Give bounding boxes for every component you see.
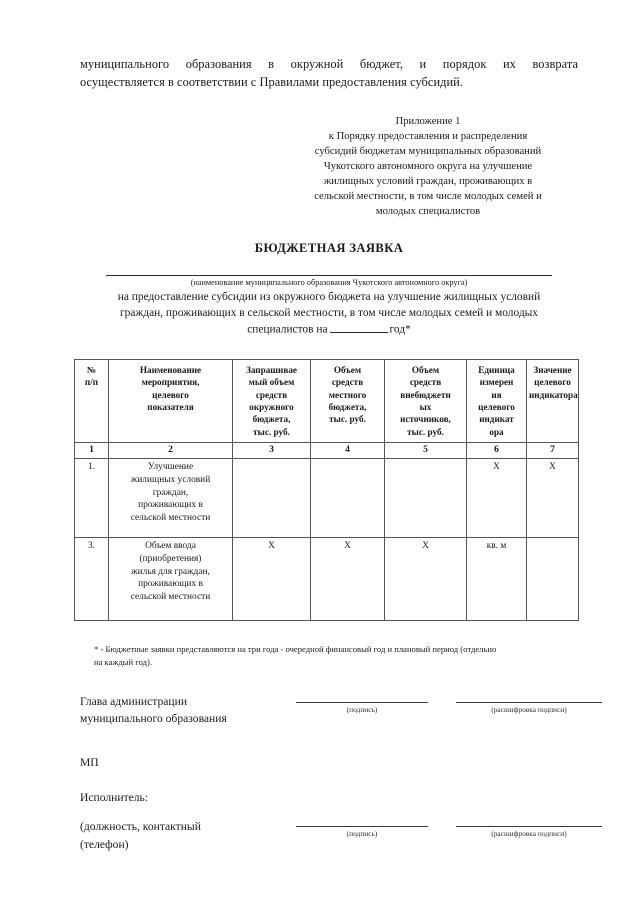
budget-request-table bbox=[74, 359, 579, 621]
performer-detail-line-1: (должность, контактный bbox=[80, 820, 201, 834]
colnum-5: 5 bbox=[385, 443, 467, 459]
row-unit-cell: Х bbox=[467, 459, 527, 538]
subtitle-line-3 bbox=[80, 322, 578, 339]
row-activity-name bbox=[109, 538, 233, 621]
header-text: средств bbox=[331, 377, 364, 388]
performer-decoding-line[interactable] bbox=[456, 826, 602, 827]
intro-line-1: муниципального образования в окружной бюджет, и порядок их возврата bbox=[80, 57, 578, 71]
header-text: показателя bbox=[147, 402, 194, 412]
stamp-marker: МП bbox=[80, 756, 99, 770]
table-row bbox=[75, 538, 579, 621]
performer-decoding-slot bbox=[456, 826, 602, 839]
head-decoding-caption: (расшифровка подписи) bbox=[491, 705, 567, 715]
appendix-line-4: Чукотского автономного округа на улучшение bbox=[323, 161, 533, 173]
header-text: тыс. руб. bbox=[407, 426, 444, 437]
header-text: окружного bbox=[249, 402, 294, 412]
head-decoding-line[interactable] bbox=[456, 702, 602, 703]
subtitle-line-2: граждан, проживающих в сельской местности, в том числе молодых семей и молодых bbox=[120, 307, 538, 320]
header-text: Запрашивае bbox=[245, 364, 297, 375]
header-text: целевого bbox=[478, 402, 515, 412]
row-name-line: Улучшение bbox=[147, 462, 194, 473]
appendix-line-5: жилищных условий граждан, проживающих в bbox=[323, 176, 533, 188]
header-cell-number bbox=[75, 359, 109, 443]
footnote-line-1: * - Бюджетные заявки представляются на три года - очередной финансовый год и плановый период (отдельно bbox=[94, 644, 497, 655]
header-text: Наименование bbox=[139, 364, 202, 375]
header-text: бюджета, bbox=[328, 402, 367, 412]
header-text: Значение bbox=[533, 364, 572, 375]
municipality-name-caption: (наименование муниципального образования Чукотского автономного округа) bbox=[190, 278, 468, 288]
row-name-line: Объем ввода bbox=[145, 541, 196, 552]
appendix-line-3: субсидий бюджетам муниципальных образований bbox=[314, 146, 542, 158]
row-okrug-budget-cell[interactable] bbox=[233, 459, 311, 538]
municipality-name-blank[interactable] bbox=[106, 275, 552, 276]
header-cell-unit-of-measure bbox=[467, 359, 527, 443]
colnum-7: 7 bbox=[527, 443, 579, 459]
header-text: средств bbox=[255, 389, 288, 400]
subtitle-year-suffix: год* bbox=[389, 323, 411, 336]
table-row bbox=[75, 459, 579, 538]
row-indicator-cell[interactable] bbox=[527, 538, 579, 621]
row-extrabudgetary-cell[interactable] bbox=[385, 459, 467, 538]
head-signature-caption: (подпись) bbox=[346, 705, 378, 715]
performer-signature-block bbox=[80, 818, 578, 872]
footnote bbox=[94, 643, 564, 668]
header-text: № bbox=[86, 364, 97, 375]
head-decoding-slot bbox=[456, 702, 602, 715]
head-signature-slot bbox=[296, 702, 428, 715]
header-text: ых bbox=[419, 402, 432, 412]
row-activity-name bbox=[109, 459, 233, 538]
colnum-3: 3 bbox=[233, 443, 311, 459]
header-text: местного bbox=[328, 389, 367, 400]
appendix-line-1: Приложение 1 bbox=[395, 115, 461, 127]
performer-signature-line[interactable] bbox=[296, 826, 428, 827]
header-text: целевого bbox=[152, 389, 189, 400]
header-text: Объем bbox=[411, 364, 440, 375]
head-label-line-2: муниципального образования bbox=[80, 711, 227, 725]
header-text: источников, bbox=[400, 414, 451, 425]
header-text: индикат bbox=[479, 414, 514, 425]
performer-decoding-caption: (расшифровка подписи) bbox=[491, 829, 567, 839]
row-name-line: жилищных условий bbox=[130, 474, 211, 485]
row-name-line: граждан, bbox=[152, 487, 189, 498]
appendix-line-7: молодых специалистов bbox=[375, 206, 481, 218]
row-local-budget-cell: Х bbox=[311, 538, 385, 621]
row-extrabudgetary-cell: Х bbox=[385, 538, 467, 621]
head-label-line-1: Глава администрации bbox=[80, 695, 188, 709]
subtitle-year-prefix: специалистов на bbox=[247, 323, 328, 336]
header-text: мый объем bbox=[248, 377, 295, 388]
performer-detail bbox=[80, 818, 310, 853]
performer-detail-line-2: (телефон) bbox=[80, 837, 129, 851]
header-text: измерен bbox=[479, 377, 514, 388]
footnote-line-2: на каждый год). bbox=[94, 656, 152, 667]
colnum-2: 2 bbox=[109, 443, 233, 459]
performer-label: Исполнитель: bbox=[80, 791, 149, 805]
row-local-budget-cell[interactable] bbox=[311, 459, 385, 538]
header-text: бюджета, bbox=[252, 414, 291, 425]
header-text: ия bbox=[491, 389, 502, 400]
header-text: ора bbox=[489, 426, 504, 437]
header-text: мероприятия, bbox=[141, 377, 200, 388]
header-text: средств bbox=[409, 377, 442, 388]
appendix-line-2: к Порядку предоставления и распределения bbox=[328, 131, 528, 142]
header-text: целевого bbox=[534, 377, 571, 388]
header-cell-extrabudgetary-sources bbox=[385, 359, 467, 443]
header-text: внебюджетн bbox=[400, 389, 451, 400]
document-subtitle bbox=[80, 290, 578, 339]
row-unit-cell: кв. м bbox=[467, 538, 527, 621]
row-name-line: (приобретения) bbox=[139, 553, 202, 564]
header-cell-requested-okrug-budget bbox=[233, 359, 311, 443]
colnum-6: 6 bbox=[467, 443, 527, 459]
row-name-line: сельской местности bbox=[130, 591, 211, 602]
performer-signature-slot bbox=[296, 826, 428, 839]
header-text: индикатора bbox=[529, 389, 578, 400]
header-cell-local-budget bbox=[311, 359, 385, 443]
row-okrug-budget-cell: Х bbox=[233, 538, 311, 621]
performer-signature-caption: (подпись) bbox=[346, 829, 378, 839]
row-number: 3. bbox=[75, 538, 109, 621]
appendix-block bbox=[278, 114, 578, 219]
subtitle-line-1: на предоставление субсидии из окружного бюджета на улучшение жилищных условий bbox=[117, 291, 541, 304]
header-text: Объем bbox=[333, 364, 362, 375]
header-text: тыс. руб. bbox=[253, 426, 290, 437]
head-signature-block bbox=[80, 694, 578, 748]
colnum-4: 4 bbox=[311, 443, 385, 459]
row-number: 1. bbox=[75, 459, 109, 538]
row-name-line: жилья для граждан, bbox=[131, 566, 210, 577]
table-header-row bbox=[75, 359, 579, 443]
header-cell-activity-name bbox=[109, 359, 233, 443]
year-blank-field[interactable] bbox=[330, 322, 388, 333]
appendix-line-6: сельской местности, в том числе молодых семей и bbox=[314, 191, 542, 203]
intro-paragraph bbox=[80, 56, 578, 92]
row-indicator-cell: Х bbox=[527, 459, 579, 538]
colnum-1: 1 bbox=[75, 443, 109, 459]
performer-signature-rules bbox=[296, 826, 608, 839]
header-text: Единица bbox=[478, 364, 515, 375]
row-name-line: сельской местности bbox=[130, 512, 211, 523]
head-signature-label bbox=[80, 694, 310, 728]
row-name-line: проживающих в bbox=[138, 500, 203, 511]
table-column-numbering-row bbox=[75, 443, 579, 459]
head-signature-rules bbox=[296, 702, 608, 715]
header-cell-indicator-value bbox=[527, 359, 579, 443]
header-text: тыс. руб. bbox=[329, 414, 366, 425]
row-name-line: проживающих в bbox=[138, 579, 203, 590]
page-title: БЮДЖЕТНАЯ ЗАЯВКА bbox=[254, 241, 404, 256]
intro-line-2: осуществляется в соответствии с Правилами предоставления субсидий. bbox=[80, 74, 463, 89]
head-signature-line[interactable] bbox=[296, 702, 428, 703]
header-text: п/п bbox=[84, 377, 99, 388]
